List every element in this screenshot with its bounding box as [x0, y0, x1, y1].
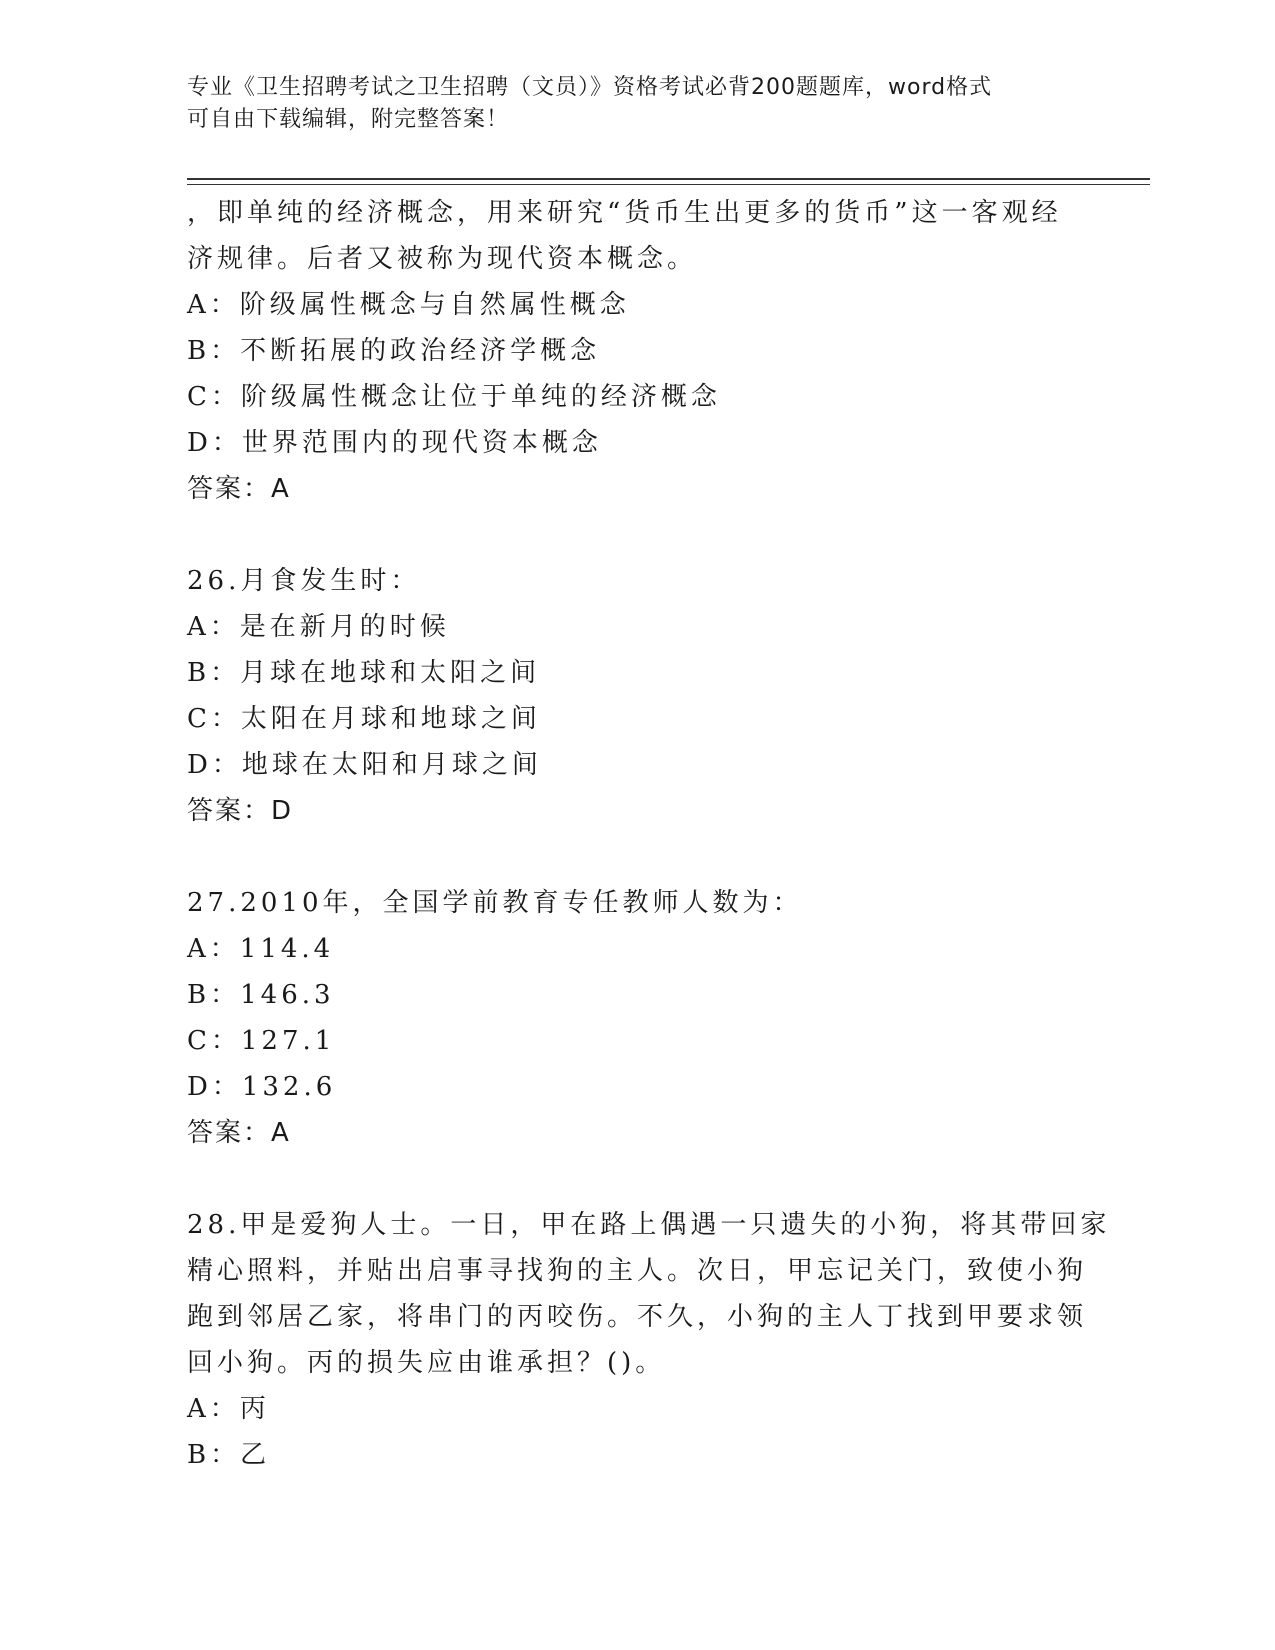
spacer	[187, 834, 1087, 880]
spacer	[187, 1156, 1087, 1202]
question-stem-line: 回小狗。丙的损失应由谁承担？()。	[187, 1348, 666, 1378]
header-divider-thin	[187, 184, 1150, 185]
question-stem-line: 28.甲是爱狗人士。一日，甲在路上偶遇一只遗失的小狗，将其带回家	[187, 1210, 1111, 1240]
question-stem-line: 精心照料，并贴出启事寻找狗的主人。次日，甲忘记关门，致使小狗	[187, 1256, 1088, 1286]
question-stem-line: 济规律。后者又被称为现代资本概念。	[187, 244, 698, 274]
option-a: A：是在新月的时候	[187, 612, 450, 642]
header-line-2: 可自由下载编辑，附完整答案！	[187, 107, 510, 132]
option-d: D：132.6	[187, 1072, 337, 1102]
answer-label: 答案：A	[187, 1118, 291, 1148]
question-stem-line: 26.月食发生时：	[187, 566, 421, 596]
question-28	[187, 1202, 1111, 1478]
option-a: A：阶级属性概念与自然属性概念	[187, 290, 630, 320]
answer-label: 答案：D	[187, 796, 294, 826]
option-d: D：世界范围内的现代资本概念	[187, 428, 602, 458]
spacer	[187, 512, 1087, 558]
question-25	[187, 190, 1087, 512]
option-c: C：阶级属性概念让位于单纯的经济概念	[187, 382, 721, 412]
answer-label: 答案：A	[187, 474, 291, 504]
header-line-1: 专业《卫生招聘考试之卫生招聘（文员）》资格考试必背200题题库，word格式	[187, 75, 993, 100]
question-list	[187, 190, 1111, 1478]
question-stem-line: 跑到邻居乙家，将串门的丙咬伤。不久，小狗的主人丁找到甲要求领	[187, 1302, 1088, 1332]
document-header	[187, 72, 1087, 136]
option-b: B：146.3	[187, 980, 335, 1010]
option-a: A：114.4	[187, 934, 335, 964]
option-a: A：丙	[187, 1394, 270, 1424]
question-26	[187, 558, 1087, 834]
question-27	[187, 880, 1087, 1156]
question-stem-line: ，即单纯的经济概念，用来研究“货币生出更多的货币”这一客观经	[187, 198, 1062, 228]
header-divider	[187, 178, 1150, 180]
option-b: B：月球在地球和太阳之间	[187, 658, 541, 688]
question-stem-line: 27.2010年，全国学前教育专任教师人数为：	[187, 888, 803, 918]
option-c: C：太阳在月球和地球之间	[187, 704, 541, 734]
option-c: C：127.1	[187, 1026, 336, 1056]
option-d: D：地球在太阳和月球之间	[187, 750, 542, 780]
option-b: B：乙	[187, 1440, 271, 1470]
option-b: B：不断拓展的政治经济学概念	[187, 336, 601, 366]
